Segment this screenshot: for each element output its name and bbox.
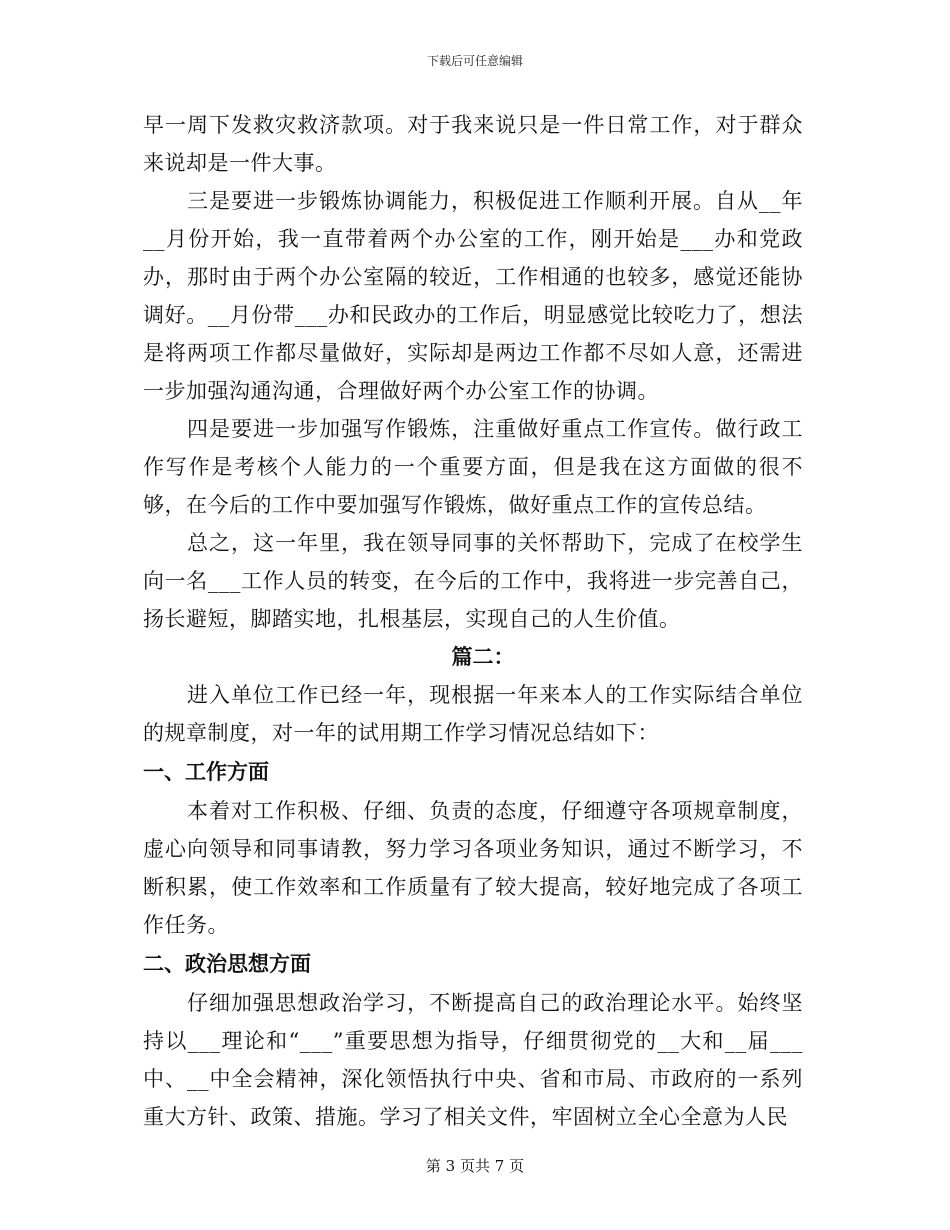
section-title: 篇二： [451, 644, 515, 669]
paragraph-continued: 早一周下发救灾救济款项。对于我来说只是一件日常工作，对于群众来说却是一件大事。 [143, 113, 803, 175]
paragraph-writing: 四是要进一步加强写作锻炼，注重做好重点工作宣传。做行政工作写作是考核个人能力的一个重要方面，但是我在这方面做的很不够，在今后的工作中要加强写作锻炼，做好重点工作的宣传总结。 [143, 417, 803, 517]
paragraph-work: 本着对工作积极、仔细、负责的态度，仔细遵守各项规章制度，虚心向领导和同事请教，努力学习各项业务知识，通过不断学习，不断积累，使工作效率和工作质量有了较大提高，较好地完成了各项工作任务。 [143, 799, 803, 937]
heading-politics: 二、政治思想方面 [143, 951, 311, 976]
paragraph-politics: 仔细加强思想政治学习，不断提高自己的政治理论水平。始终坚持以___理论和“___”重要思想为指导，仔细贯彻党的__大和__届___中、__中全会精神，深化领悟执行中央、省和市局、市政府的一系列重大方针、政策、措施。学习了相关文件，牢固树立全心全意为人民 [143, 991, 803, 1129]
document-body [143, 106, 803, 1136]
page-header: 下载后可任意编辑 [426, 54, 523, 68]
paragraph-intro: 进入单位工作已经一年，现根据一年来本人的工作实际结合单位的规章制度，对一年的试用期工作学习情况总结如下： [143, 683, 803, 745]
page-footer: 第 3 页共 7 页 [425, 1157, 525, 1175]
paragraph-summary: 总之，这一年里，我在领导同事的关怀帮助下，完成了在校学生向一名___工作人员的转变，在今后的工作中，我将进一步完善自己，扬长避短，脚踏实地，扎根基层，实现自己的人生价值。 [143, 531, 803, 631]
paragraph-coordination: 三是要进一步锻炼协调能力，积极促进工作顺利开展。自从__年__月份开始，我一直带着两个办公室的工作，刚开始是___办和党政办，那时由于两个办公室隔的较近，工作相通的也较多，感觉还能协调好。__月份带___办和民政办的工作后，明显感觉比较吃力了，想法是将两项工作都尽量做好，实际却是两边工作都不尽如人意，还需进一步加强沟通沟通，合理做好两个办公室工作的协调。 [143, 189, 803, 403]
heading-work: 一、工作方面 [143, 759, 269, 784]
